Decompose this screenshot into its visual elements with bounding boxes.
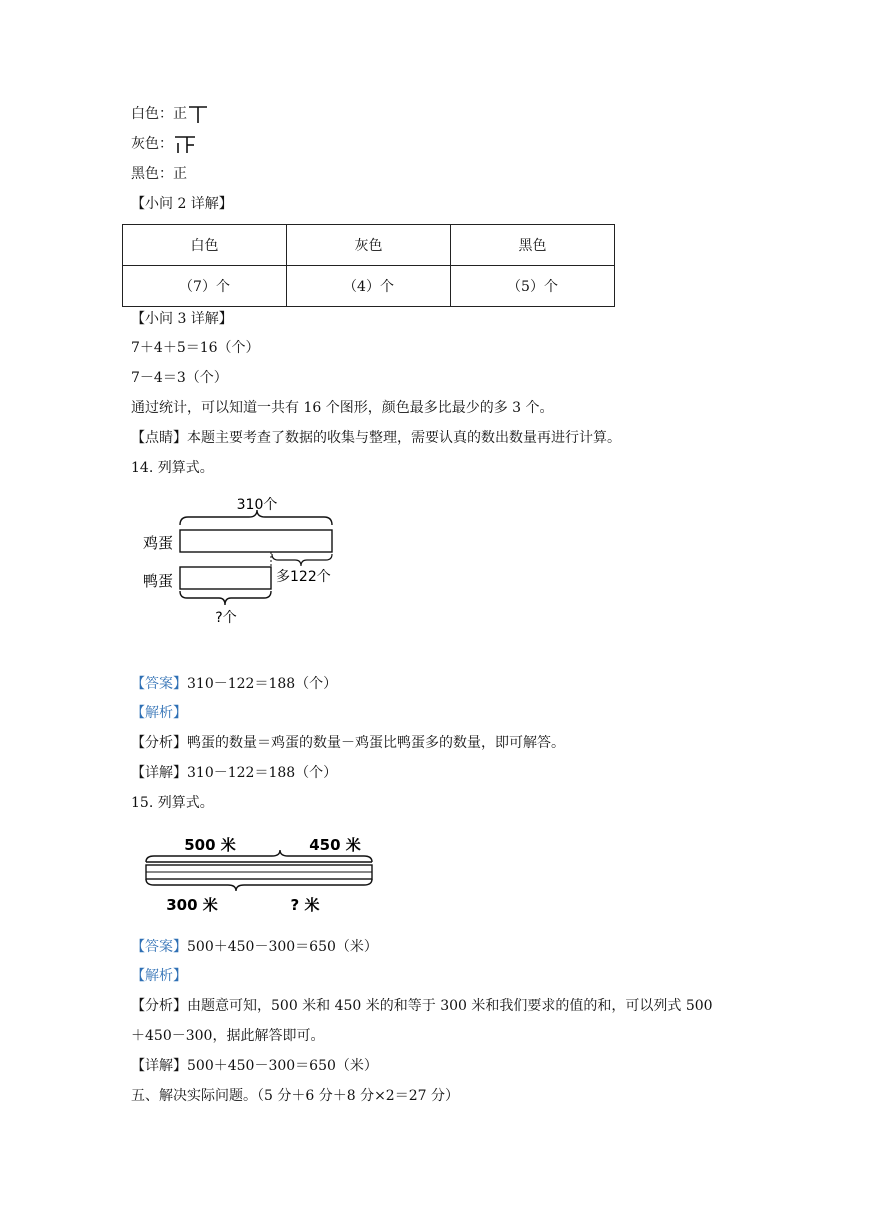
diagram-diff-label: 多122个 (276, 569, 331, 585)
table-header-cell: 白色 (123, 225, 287, 266)
egg-comparison-diagram (135, 490, 345, 630)
diagram-bottom-label: ?个 (215, 610, 237, 626)
table-header-cell: 黑色 (451, 225, 615, 266)
p14-detail: 【详解】310－122＝188（个） (131, 765, 338, 781)
q3-line1: 7＋4＋5＝16（个） (131, 340, 260, 356)
p15-answer (131, 937, 378, 957)
diagram-top-label: 310个 (236, 497, 278, 513)
answer-text: 310－122＝188（个） (187, 676, 338, 692)
bar-duck-eggs (180, 567, 271, 589)
row-label-chicken: 鸡蛋 (143, 534, 174, 552)
bar-chicken-eggs (180, 530, 332, 552)
p14-analysis-tag: 【解析】 (131, 705, 187, 721)
q2-heading: 【小问 2 详解】 (131, 196, 233, 212)
table-header-row (123, 225, 615, 266)
table-row (123, 266, 615, 307)
tally-black (131, 164, 187, 184)
diagram-top-right-label: 450 米 (309, 836, 361, 854)
q3-note: 【点睛】本题主要考查了数据的收集与整理，需要认真的数出数量再进行计算。 (131, 430, 621, 446)
p15-analysis-tag: 【解析】 (131, 968, 187, 984)
distance-diagram (140, 828, 376, 918)
problem-14-title: 14. 列算式。 (131, 460, 214, 476)
row-label-duck: 鸭蛋 (143, 572, 174, 590)
p14-analysis: 【分析】鸭蛋的数量＝鸡蛋的数量－鸡蛋比鸭蛋多的数量，即可解答。 (131, 735, 565, 751)
brace-bottom (146, 879, 372, 891)
tally-black-label: 黑色： (131, 166, 173, 182)
p14-answer (131, 674, 337, 694)
q3-heading: 【小问 3 详解】 (131, 311, 233, 327)
table-cell: （7）个 (123, 266, 287, 307)
diagram-bottom-left-label: 300 米 (166, 896, 218, 914)
section-5-heading: 五、解决实际问题。（5 分＋6 分＋8 分×2＝27 分） (131, 1088, 459, 1104)
answer-tag: 【答案】 (131, 676, 187, 692)
tally-white-label: 白色： (131, 106, 173, 122)
table-header-cell: 灰色 (287, 225, 451, 266)
answer-tag: 【答案】 (131, 939, 187, 955)
tally-white-mark: 正 (173, 106, 187, 122)
table-cell: （5）个 (451, 266, 615, 307)
tally-black-mark: 正 (173, 166, 187, 182)
problem-15-title: 15. 列算式。 (131, 795, 214, 811)
brace-bottom (180, 591, 271, 605)
tally-white (131, 104, 209, 124)
tally-gray-label: 灰色： (131, 136, 173, 152)
tally-two-strokes-icon (187, 104, 209, 124)
q3-line3: 通过统计，可以知道一共有 16 个图形，颜色最多比最少的多 3 个。 (131, 400, 554, 416)
p15-analysis-line1: 【分析】由题意可知，500 米和 450 米的和等于 300 米和我们要求的值的和，可以列式 500 (131, 998, 713, 1014)
p15-analysis-line2: ＋450－300，据此解答即可。 (131, 1028, 325, 1044)
tally-gray (131, 134, 197, 154)
tally-four-strokes-icon (173, 134, 197, 154)
q3-line2: 7－4＝3（个） (131, 370, 228, 386)
diagram-bottom-right-label: ? 米 (290, 896, 320, 914)
table-cell: （4）个 (287, 266, 451, 307)
count-table (122, 224, 615, 307)
p15-detail: 【详解】500＋450－300＝650（米） (131, 1058, 378, 1074)
brace-difference (272, 554, 332, 566)
diagram-top-left-label: 500 米 (184, 836, 236, 854)
answer-text: 500＋450－300＝650（米） (187, 939, 378, 955)
